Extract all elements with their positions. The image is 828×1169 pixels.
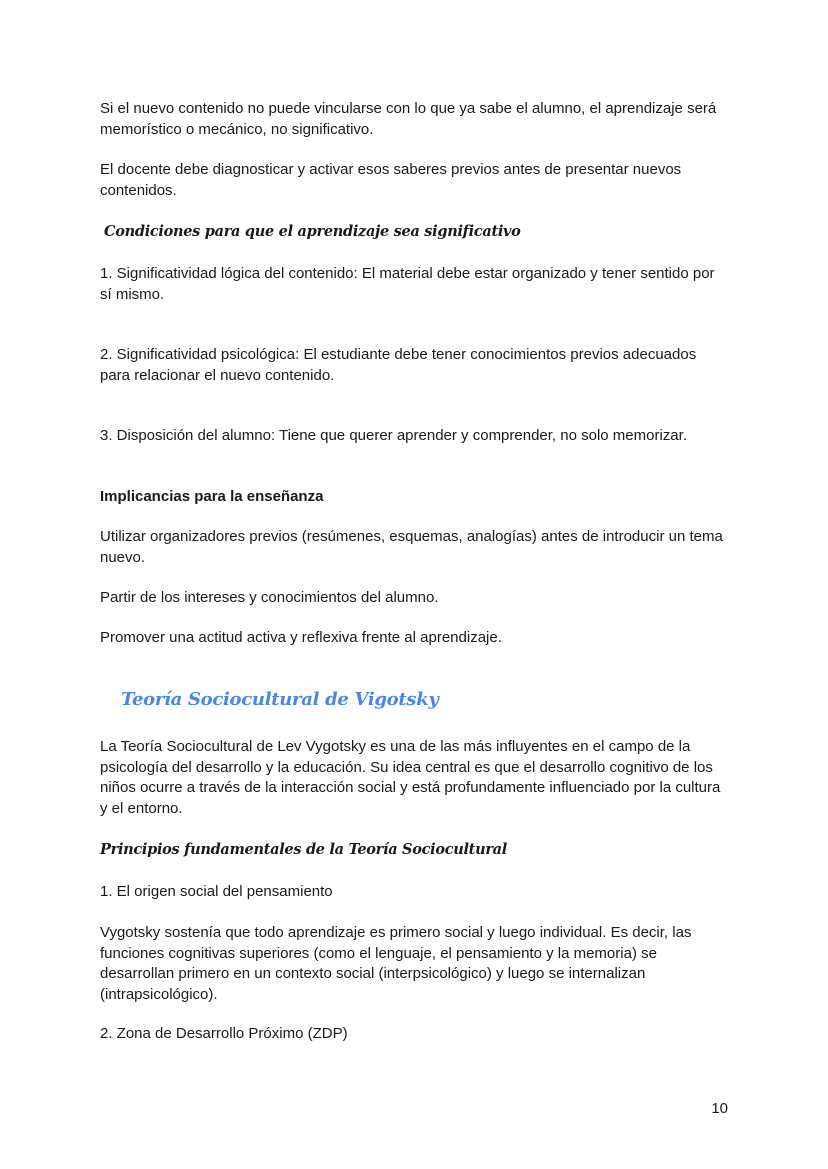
principle-1-text: Vygotsky sostenía que todo aprendizaje es primero social y luego individual. Es decir, las funciones cognitivas superiores (como el lenguaje, el pensamiento y la memoria) se desarrollan primero en un contexto social (interpsicológico) y luego se internalizan (intrapsicológico). [100,924,692,1003]
implication-item-2: Partir de los intereses y conocimientos del alumno. [100,589,439,606]
paragraph-vigotsky-intro: La Teoría Sociocultural de Lev Vygotsky es una de las más influyentes en el campo de la psicología del desarrollo y la educación. Su idea central es que el desarrollo cognitivo de los niños ocurre a través de la interacción social y está profundamente influenciado por la cultura y el entorno. [100,738,721,817]
heading-teoria-sociocultural: Teoría Sociocultural de Vigotsky [121,689,439,710]
condition-item-1: 1. Significatividad lógica del contenido: El material debe estar organizado y tener sentido por sí mismo. [100,265,715,303]
heading-condiciones: Condiciones para que el aprendizaje sea significativo [104,223,521,240]
heading-implicancias: Implicancias para la enseñanza [100,488,324,505]
condition-item-3: 3. Disposición del alumno: Tiene que querer aprender y comprender, no solo memorizar. [100,427,687,444]
paragraph-no-vinculo: Si el nuevo contenido no puede vincularse con lo que ya sabe el alumno, el aprendizaje será memorístico o mecánico, no significativo. [100,100,717,138]
heading-principios: Principios fundamentales de la Teoría Sociocultural [100,841,507,858]
implication-item-1: Utilizar organizadores previos (resúmenes, esquemas, analogías) antes de introducir un tema nuevo. [100,528,723,566]
implication-item-3: Promover una actitud activa y reflexiva frente al aprendizaje. [100,629,502,646]
paragraph-docente: El docente debe diagnosticar y activar esos saberes previos antes de presentar nuevos contenidos. [100,161,682,199]
principle-2-title: 2. Zona de Desarrollo Próximo (ZDP) [100,1025,348,1042]
page-number: 10 [711,1100,728,1117]
condition-item-2: 2. Significatividad psicológica: El estudiante debe tener conocimientos previos adecuados para relacionar el nuevo contenido. [100,346,697,384]
principle-1-title: 1. El origen social del pensamiento [100,883,333,900]
